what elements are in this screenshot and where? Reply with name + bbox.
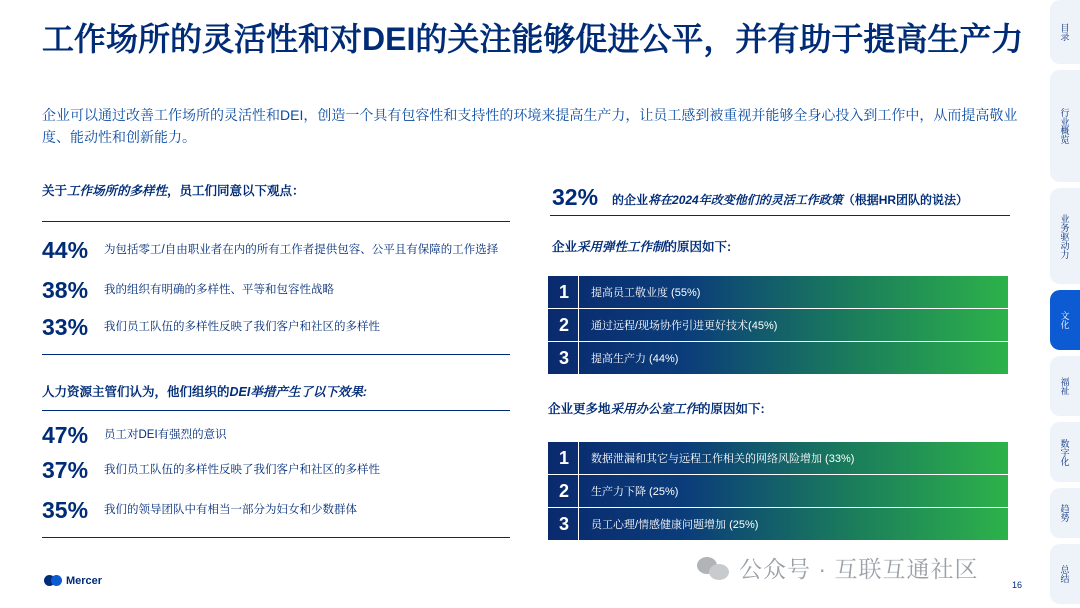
- section-heading-flex: 企业采用弹性工作制的原因如下:: [552, 240, 732, 254]
- section-heading-diversity: 关于工作场所的多样性，员工们同意以下观点：: [42, 184, 305, 198]
- stat-text: 我们员工队伍的多样性反映了我们客户和社区的多样性: [104, 463, 380, 476]
- page-number: 16: [1012, 580, 1023, 590]
- flex-reasons-list: [548, 276, 1008, 375]
- office-reasons-list: [548, 442, 1008, 541]
- stat-text: 员工对DEI有强烈的意识: [104, 428, 227, 441]
- section-heading-dei: 人力资源主管们认为，他们组织的DEI举措产生了以下效果:: [42, 385, 368, 399]
- stat-text: 我们员工队伍的多样性反映了我们客户和社区的多样性: [104, 320, 380, 333]
- watermark: 公众号 · 互联互通社区: [697, 551, 978, 584]
- mercer-logo: Mercer: [44, 575, 102, 587]
- tab-digital[interactable]: 数字化: [1050, 422, 1080, 482]
- stat-row: [42, 493, 512, 527]
- page-title: 工作场所的灵活性和对DEI的关注能够促进公平，并有助于提高生产力: [42, 21, 1024, 57]
- tab-trends[interactable]: 趋势: [1050, 488, 1080, 538]
- list-item: 3 员工心理/情感健康问题增加 (25%): [548, 508, 1008, 540]
- stat-percent: 47%: [42, 421, 89, 448]
- page-subtitle: 企业可以通过改善工作场所的灵活性和DEI，创造一个具有包容性和支持性的环境来提高生产力，让员工感到被重视并能够全身心投入到工作中，从而提高敬业度、能动性和创新能力。: [42, 107, 1018, 145]
- list-item: 3 提高生产力 (44%): [548, 342, 1008, 374]
- divider: [42, 537, 510, 538]
- stat-percent: 37%: [42, 456, 89, 483]
- wechat-icon: [697, 555, 731, 581]
- divider: [42, 410, 510, 411]
- side-nav: [1050, 0, 1080, 608]
- list-item: 2 生产力下降 (25%): [548, 475, 1008, 507]
- list-item: 1 提高员工敬业度 (55%): [548, 276, 1008, 308]
- stat-text: 我们的领导团队中有相当一部分为妇女和少数群体: [104, 503, 357, 516]
- tab-culture[interactable]: 文化: [1050, 290, 1080, 350]
- stat-row: [42, 273, 512, 307]
- stat-text: 我的组织有明确的多样性、平等和包容性战略: [104, 283, 334, 296]
- list-item: 1 数据泄漏和其它与远程工作相关的网络风险增加 (33%): [548, 442, 1008, 474]
- divider: [550, 215, 1010, 216]
- stat-text: 为包括零工/自由职业者在内的所有工作者提供包容、公平且有保障的工作选择: [104, 243, 499, 256]
- tab-business-drivers[interactable]: 业务驱动力: [1050, 188, 1080, 284]
- stat-percent: 35%: [42, 496, 89, 523]
- tab-wellbeing[interactable]: 福祉: [1050, 356, 1080, 416]
- highlight-percent: 32%: [552, 184, 599, 210]
- divider: [42, 221, 510, 222]
- divider: [42, 354, 510, 355]
- highlight-text: 的企业将在2024年改变他们的灵活工作政策（根据HR团队的说法）: [612, 193, 969, 207]
- mercer-logo-icon: [44, 575, 62, 587]
- stat-percent: 33%: [42, 313, 89, 340]
- stat-row: [42, 453, 512, 487]
- tab-contents[interactable]: 目录: [1050, 0, 1080, 64]
- tab-summary[interactable]: 总结: [1050, 544, 1080, 604]
- list-item: 2 通过远程/现场协作引进更好技术(45%): [548, 309, 1008, 341]
- stat-row: [42, 310, 512, 344]
- stat-row: [42, 418, 512, 452]
- tab-industry-overview[interactable]: 行业概览: [1050, 70, 1080, 182]
- stat-row: [42, 232, 512, 268]
- section-heading-office: 企业更多地采用办公室工作的原因如下:: [548, 402, 765, 416]
- stat-percent: 38%: [42, 276, 89, 303]
- stat-percent: 44%: [42, 236, 89, 263]
